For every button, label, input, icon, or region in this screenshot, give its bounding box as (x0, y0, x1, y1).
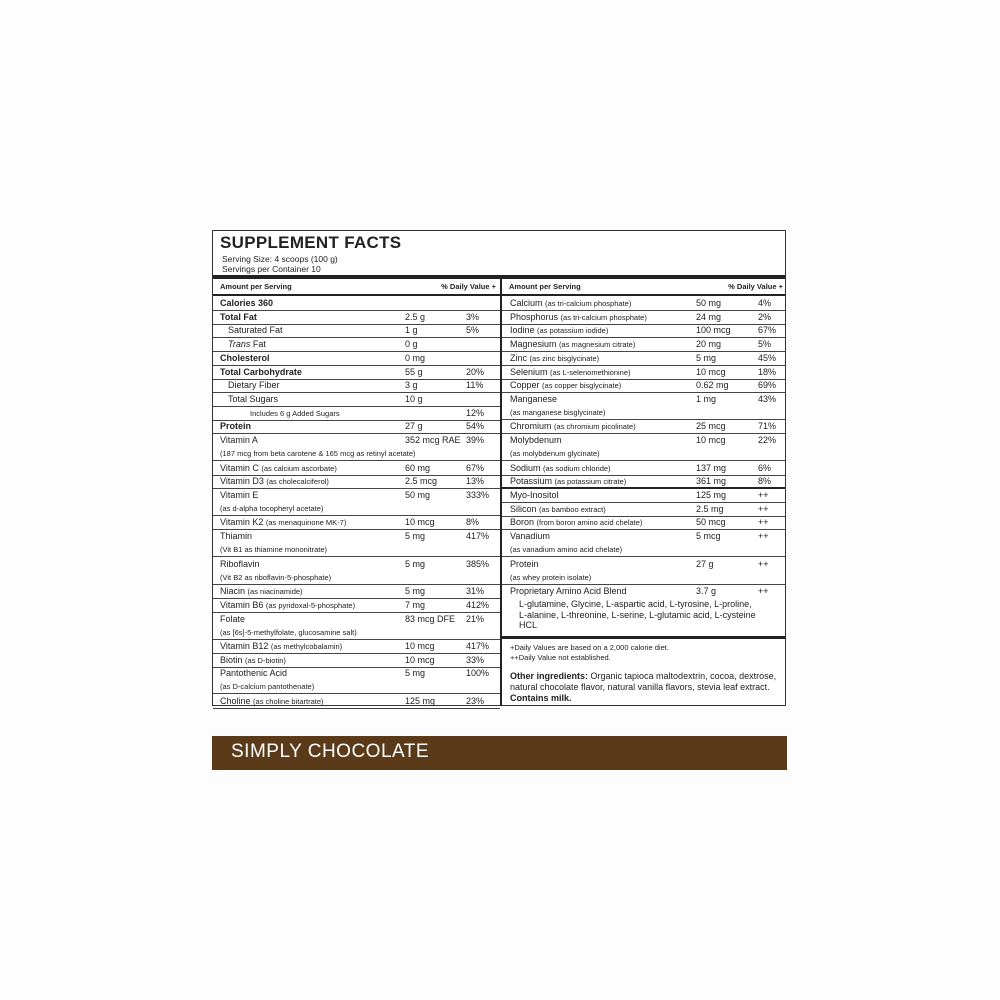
amino-blend-list: L-glutamine, Glycine, L-aspartic acid, L-tyrosine, L-proline, L-alanine, L-threonine, L-serine, L-glutamic acid, L-cysteine HCL (519, 599, 756, 630)
nutrient-row (213, 640, 500, 654)
nutrient-label: Choline (220, 695, 251, 706)
panel-title: SUPPLEMENT FACTS (220, 233, 402, 252)
nutrient-daily-value: 417% (466, 531, 490, 542)
nutrient-row (213, 489, 500, 516)
nutrient-label: Cholesterol (220, 352, 270, 363)
nutrient-row (502, 462, 786, 476)
nutrient-amount: 5 mg (405, 668, 426, 679)
nutrient-amount: 10 mcg (405, 517, 435, 528)
nutrient-daily-value: 2% (758, 311, 772, 322)
nutrient-daily-value: 67% (466, 462, 485, 473)
nutrient-name (220, 475, 329, 488)
nutrient-label: Riboflavin (220, 558, 260, 569)
nutrient-row (502, 558, 786, 585)
nutrient-source: (as pyridoxal-5-phosphate) (265, 600, 356, 610)
nutrient-name (220, 420, 251, 433)
nutrient-label: Thiamin (220, 531, 253, 542)
nutrient-name (220, 311, 257, 324)
nutrient-row (213, 667, 500, 694)
nutrient-daily-value: 67% (758, 325, 777, 336)
nutrient-label: Trans Fat (228, 339, 266, 350)
nutrient-source: (from boron amino acid chelate) (536, 518, 643, 528)
other-ingredients (510, 671, 784, 704)
nutrient-label: Niacin (220, 586, 246, 597)
nutrient-daily-value: 43% (758, 393, 777, 404)
nutrient-row (213, 338, 500, 352)
nutrient-amount: 3 g (405, 380, 418, 391)
nutrient-source: (as L-selenomethionine) (550, 367, 631, 377)
servings-per-container: Servings per Container 10 (222, 264, 321, 274)
nutrient-row (213, 613, 500, 640)
allergen-statement: Contains milk. (510, 693, 572, 703)
nutrient-source: (as tri-calcium phosphate) (560, 312, 647, 322)
nutrient-label: Chromium (510, 421, 552, 432)
nutrient-name (220, 352, 270, 365)
nutrient-name (220, 516, 346, 529)
nutrient-daily-value: 333% (466, 489, 490, 500)
nutrient-amount: 50 mg (696, 298, 722, 308)
nutrient-daily-value: ++ (758, 586, 769, 597)
nutrient-amount: 352 mcg RAE (405, 435, 461, 445)
nutrient-source: (as calcium ascorbate) (261, 463, 337, 473)
nutrient-label: Phosphorus (510, 311, 559, 322)
nutrient-name (220, 613, 245, 626)
nutrient-row (213, 434, 500, 461)
nutrient-label: Total Fat (220, 311, 257, 322)
thick-rule (213, 275, 785, 279)
nutrient-row (213, 530, 500, 557)
nutrient-note: (as whey protein isolate) (510, 572, 592, 582)
nutrient-note: (Vit B1 as thiamine mononitrate) (220, 545, 327, 555)
nutrient-name (510, 585, 627, 598)
nutrient-name (220, 558, 260, 571)
nutrient-note: (as [6s]-5-methylfolate, glucosamine salt) (220, 627, 357, 637)
nutrient-row (502, 352, 786, 366)
nutrient-amount: 83 mcg DFE (405, 613, 456, 624)
nutrient-row (213, 297, 500, 311)
nutrient-daily-value: 385% (466, 558, 490, 569)
nutrient-daily-value: 22% (758, 435, 777, 446)
nutrient-amount: 25 mcg (696, 421, 726, 432)
nutrient-row (502, 379, 786, 393)
nutrient-daily-value: 5% (466, 325, 480, 336)
nutrient-amount: 100 mcg (696, 325, 731, 336)
nutrient-daily-value: 8% (758, 476, 772, 487)
nutrient-label: Protein (510, 558, 539, 569)
nutrient-amount: 0 g (405, 339, 418, 350)
nutrient-amount: 10 mcg (696, 435, 726, 446)
nutrient-daily-value: 71% (758, 421, 777, 432)
nutrient-name (510, 558, 539, 571)
serving-size: Serving Size: 4 scoops (100 g) (222, 254, 338, 264)
nutrient-amount: 2.5 mg (696, 503, 724, 514)
nutrient-daily-value: ++ (758, 531, 769, 542)
nutrient-source: (as copper bisglycinate) (542, 381, 622, 391)
nutrient-note: (as d-alpha tocopheryl acetate) (220, 503, 324, 513)
nutrient-amount: 10 g (405, 393, 423, 404)
nutrient-daily-value: 11% (466, 380, 484, 391)
nutrient-label: Vitamin A (220, 435, 258, 445)
nutrient-label: Selenium (510, 366, 548, 377)
right-column-header (502, 280, 786, 294)
nutrient-name (220, 489, 258, 502)
nutrient-label: Vitamin E (220, 489, 259, 500)
nutrient-row (213, 462, 500, 476)
nutrient-label: Protein (220, 421, 252, 432)
nutrient-row (213, 352, 500, 366)
nutrient-row (213, 585, 500, 599)
nutrient-name (510, 366, 631, 379)
nutrient-name (510, 516, 642, 529)
nutrient-name (220, 599, 355, 612)
nutrient-label: Magnesium (510, 339, 557, 350)
nutrient-name (220, 654, 286, 667)
nutrient-daily-value: 31% (466, 586, 485, 597)
right-amount-header: Amount per Serving (509, 282, 581, 291)
nutrient-row (502, 516, 786, 530)
nutrient-label: Total Sugars (228, 393, 279, 404)
blend-end-rule (502, 636, 785, 639)
nutrient-source: (as D-biotin) (245, 655, 286, 665)
nutrient-name (220, 640, 342, 653)
nutrient-amount: 7 mg (405, 599, 426, 610)
footnote-not-established: ++Daily Value not established. (510, 653, 611, 662)
nutrient-daily-value: 18% (758, 366, 777, 377)
nutrient-source: (as zinc bisglycinate) (529, 353, 600, 363)
nutrient-amount: 5 mcg (696, 531, 721, 542)
nutrient-row (213, 654, 500, 668)
left-dv-header: % Daily Value + (441, 282, 496, 291)
nutrient-amount: 5 mg (405, 586, 426, 597)
nutrient-row (502, 393, 786, 420)
nutrient-amount: 27 g (405, 421, 423, 432)
nutrient-row (213, 420, 500, 434)
nutrient-label: Pantothenic Acid (220, 668, 288, 679)
nutrient-source: (as bamboo extract) (539, 504, 606, 514)
nutrient-source: (as cholecalciferol) (266, 477, 329, 487)
nutrient-source: (as potassium citrate) (554, 477, 627, 487)
nutrient-name (228, 393, 278, 406)
nutrient-label: Molybdenum (510, 435, 562, 446)
nutrient-daily-value: 23% (466, 695, 485, 706)
nutrient-amount: 137 mg (696, 462, 727, 473)
nutrient-note: (as molybdenum glycinate) (510, 449, 600, 459)
nutrient-amount: 50 mg (405, 489, 431, 500)
nutrient-row (502, 324, 786, 338)
nutrient-daily-value: ++ (758, 503, 769, 514)
nutrient-name (220, 530, 252, 543)
nutrient-label: Proprietary Amino Acid Blend (510, 586, 627, 597)
nutrient-daily-value: 8% (466, 517, 480, 528)
nutrient-source: (as choline bitartrate) (253, 696, 324, 706)
nutrient-label: Saturated Fat (228, 325, 283, 336)
nutrient-name (220, 297, 273, 310)
nutrient-row (213, 516, 500, 530)
nutrient-name (220, 434, 258, 447)
nutrient-source: (as chromium picolinate) (554, 422, 636, 432)
nutrient-source: (as niacinamide) (247, 587, 303, 597)
nutrient-daily-value: 4% (758, 298, 772, 308)
nutrient-amount: 2.5 g (405, 311, 426, 322)
nutrient-row (213, 599, 500, 613)
nutrient-label: Folate (220, 613, 246, 624)
nutrient-row (213, 695, 500, 709)
nutrient-row (213, 324, 500, 338)
nutrient-name (220, 366, 302, 379)
nutrient-note: (as manganese bisglycinate) (510, 407, 606, 417)
nutrient-name (220, 667, 287, 680)
nutrient-daily-value: 5% (758, 339, 772, 350)
nutrient-source: (as sodium chloride) (543, 463, 611, 473)
nutrient-name (228, 324, 283, 337)
nutrient-daily-value: 3% (466, 311, 480, 322)
nutrient-note: (as vanadium amino acid chelate) (510, 545, 623, 555)
nutrient-amount: 5 mg (405, 531, 426, 542)
nutrient-label: Vitamin D3 (220, 476, 264, 487)
nutrient-amount: 0.62 mg (696, 380, 729, 391)
nutrient-daily-value: 45% (758, 352, 777, 363)
right-dv-header: % Daily Value + (728, 282, 783, 291)
nutrient-note: (Vit B2 as riboflavin-5-phosphate) (220, 572, 332, 582)
nutrient-label: Boron (510, 517, 535, 528)
nutrient-daily-value: 20% (466, 366, 485, 377)
nutrient-amount: 10 mcg (696, 366, 726, 377)
nutrient-source: (as magnesium citrate) (559, 340, 636, 350)
nutrient-label: Total Carbohydrate (220, 366, 302, 377)
nutrient-daily-value: 100% (466, 668, 490, 679)
nutrient-row (502, 530, 786, 557)
flavor-name: SIMPLY CHOCOLATE (231, 741, 430, 762)
nutrient-name (510, 462, 611, 475)
nutrient-amount: 24 mg (696, 311, 722, 322)
nutrient-label: Copper (510, 380, 540, 391)
nutrient-label: Manganese (510, 393, 558, 404)
nutrient-daily-value: 12% (466, 407, 485, 418)
nutrient-name (510, 379, 621, 392)
nutrient-row (502, 366, 786, 380)
nutrient-row (213, 393, 500, 407)
nutrient-row (502, 434, 786, 461)
nutrient-label: Vanadium (510, 531, 550, 542)
nutrient-daily-value: 33% (466, 654, 485, 665)
nutrient-amount: 27 g (696, 558, 714, 569)
nutrient-name (510, 503, 606, 516)
nutrient-amount: 10 mcg (405, 641, 435, 651)
nutrient-label: Vitamin C (220, 462, 259, 473)
nutrient-label: Includes 6 g Added Sugars (250, 408, 340, 418)
nutrient-row (213, 379, 500, 393)
nutrient-label: Zinc (510, 352, 528, 363)
nutrient-label: Iodine (510, 325, 535, 336)
nutrient-name (510, 489, 559, 502)
nutrient-amount: 10 mcg (405, 654, 435, 665)
nutrient-daily-value: 6% (758, 462, 772, 473)
nutrient-row (213, 311, 500, 325)
nutrient-amount: 5 mg (405, 558, 426, 569)
nutrient-amount: 2.5 mcg (405, 476, 438, 487)
nutrient-amount: 3.7 g (696, 586, 717, 597)
nutrient-name (510, 324, 608, 337)
nutrient-name (510, 434, 562, 447)
nutrient-daily-value: ++ (758, 558, 769, 569)
nutrient-amount: 1 mg (696, 393, 717, 404)
nutrient-row (502, 489, 786, 503)
nutrient-label: Vitamin B6 (220, 599, 264, 610)
nutrient-name (220, 695, 324, 708)
nutrient-amount: 125 mg (405, 695, 436, 706)
nutrient-amount: 0 mg (405, 352, 426, 363)
nutrient-daily-value: ++ (758, 490, 769, 500)
nutrient-daily-value: ++ (758, 517, 769, 528)
nutrient-label: Vitamin K2 (220, 517, 264, 528)
nutrient-amount: 1 g (405, 325, 418, 336)
nutrient-source: (as tri-calcium phosphate) (545, 299, 632, 308)
nutrient-label: Calories 360 (220, 298, 274, 308)
nutrient-amount: 55 g (405, 366, 423, 377)
nutrient-name (510, 297, 631, 310)
ingredients-label: Other ingredients: (510, 671, 589, 681)
nutrient-label: Biotin (220, 654, 243, 665)
nutrient-amount: 125 mg (696, 490, 727, 500)
nutrient-amount: 50 mcg (696, 517, 726, 528)
nutrient-row (502, 297, 786, 311)
nutrient-label: Dietary Fiber (228, 380, 280, 391)
nutrient-row (502, 338, 786, 352)
nutrient-amount: 361 mg (696, 476, 727, 487)
nutrient-label: Calcium (510, 298, 543, 308)
nutrient-row (213, 558, 500, 585)
nutrient-name (510, 352, 599, 365)
nutrient-daily-value: 39% (466, 435, 485, 445)
nutrient-daily-value: 417% (466, 641, 490, 651)
nutrient-daily-value: 13% (466, 476, 485, 487)
nutrient-name (510, 420, 636, 433)
nutrient-label: Sodium (510, 462, 541, 473)
nutrient-note: (as D-calcium pantothenate) (220, 682, 315, 692)
flavor-banner (212, 736, 787, 770)
ingredients-text: Organic tapioca maltodextrin, cocoa, dextrose, natural chocolate flavor, natural vanilla flavors, stevia leaf extract. (510, 671, 777, 692)
potassium-rule (502, 487, 785, 489)
nutrient-source: (as menaquinone MK-7) (265, 518, 347, 528)
nutrient-row (502, 420, 786, 434)
nutrient-row (502, 503, 786, 517)
nutrient-name (220, 585, 303, 598)
nutrient-row (213, 366, 500, 380)
nutrient-name (510, 311, 647, 324)
nutrient-daily-value: 21% (466, 613, 485, 624)
nutrient-name (220, 462, 337, 475)
nutrient-row (213, 407, 500, 421)
nutrient-source: (as methylcobalamin) (270, 642, 343, 651)
nutrient-name (228, 338, 266, 351)
nutrient-daily-value: 69% (758, 380, 777, 391)
left-amount-header: Amount per Serving (220, 282, 292, 291)
nutrient-name (510, 530, 550, 543)
nutrient-note: (187 mcg from beta carotene & 165 mcg as retinyl acetate) (220, 449, 416, 458)
nutrient-amount: 60 mg (405, 462, 431, 473)
nutrient-row (213, 475, 500, 489)
left-header-rule (213, 294, 500, 296)
nutrient-source: (as potassium iodide) (537, 326, 609, 336)
nutrient-daily-value: 412% (466, 599, 490, 610)
nutrient-name (250, 407, 340, 420)
supplement-facts-panel (212, 230, 786, 706)
nutrient-daily-value: 54% (466, 421, 485, 432)
nutrient-label: Vitamin B12 (220, 641, 269, 651)
nutrient-row (502, 585, 786, 599)
left-column-header (213, 280, 500, 294)
nutrient-row (502, 311, 786, 325)
footnote-daily-values: +Daily Values are based on a 2,000 calorie diet. (510, 643, 669, 652)
nutrient-label: Myo-Inositol (510, 490, 559, 500)
right-header-rule (502, 294, 785, 296)
nutrient-amount: 20 mg (696, 339, 722, 350)
nutrient-label: Potassium (510, 476, 553, 487)
nutrient-amount: 5 mg (696, 352, 717, 363)
nutrient-label: Silicon (510, 503, 537, 514)
nutrient-name (228, 379, 280, 392)
nutrient-name (510, 338, 635, 351)
nutrient-name (510, 393, 557, 406)
